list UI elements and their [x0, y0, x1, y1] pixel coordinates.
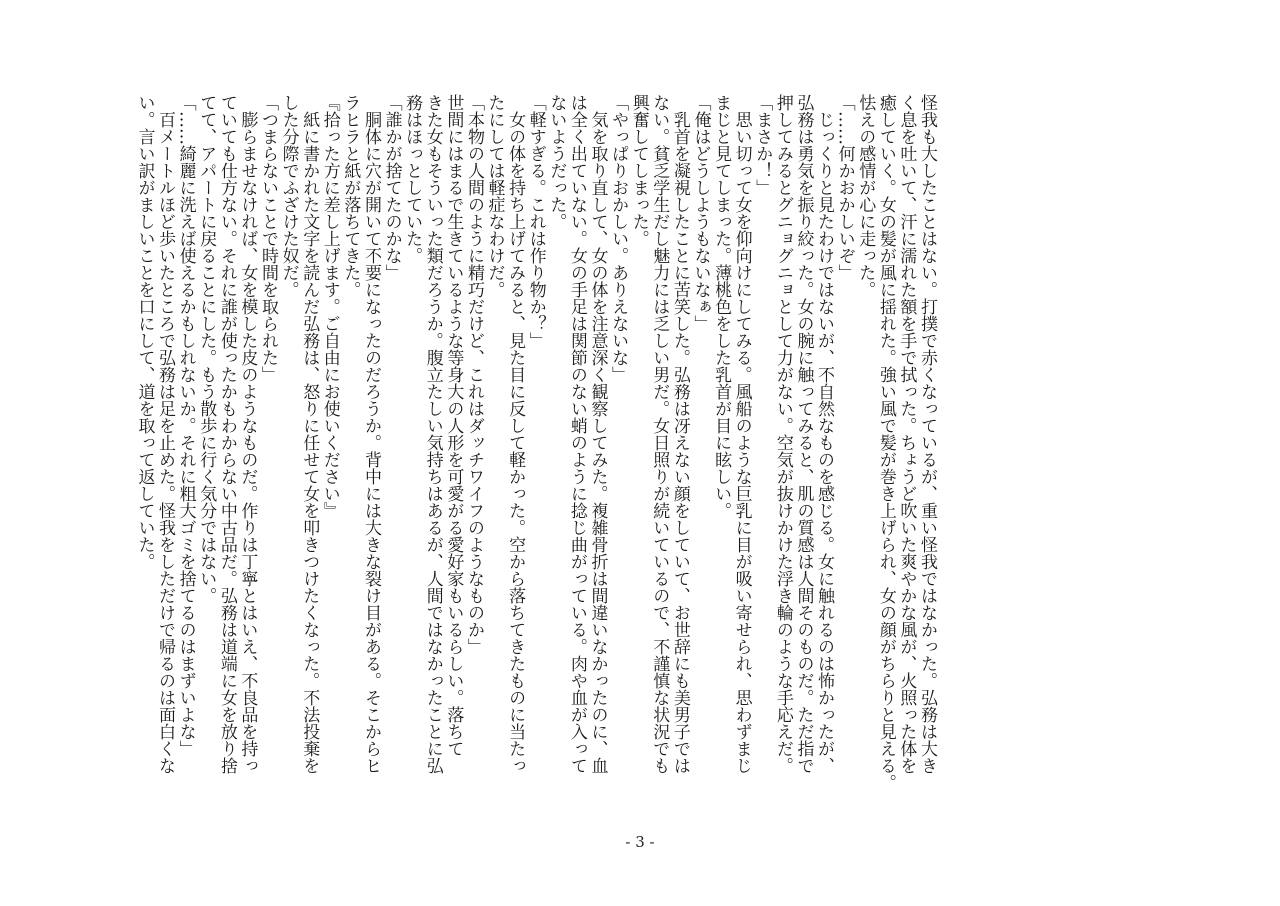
text-column: 「やっぱりおかしい。ありえないな」: [608, 94, 629, 383]
text-column: 思い切って女を仰向けにしてみる。風船のような巨乳に目が吸い寄せられ、思わずまじ: [731, 94, 752, 774]
text-column: 怯えの感情が心に走った。: [855, 94, 876, 298]
text-column: 「誰かが捨てたのかな」: [381, 94, 402, 281]
text-column: たにしては軽症なわけだ。: [484, 94, 505, 298]
text-column: ないようだった。: [546, 94, 567, 230]
text-column: ない。貧乏学生だし魅力には乏しい男だ。女日照りが続いているので、不謹慎な状況でも: [649, 94, 670, 774]
text-column: 乳首を凝視したことに苦笑した。弘務は冴えない顔をしていて、お世辞にも美男子では: [669, 94, 690, 774]
text-column: 女の体を持ち上げてみると、見た目に反して軽かった。空から落ちてきたものに当たっ: [505, 94, 526, 774]
text-column: 気を取り直して、女の体を注意深く観察してみた。複雑骨折は間違いなかったのに、血: [587, 94, 608, 774]
text-column: 膨らませなければ、女を模した皮のようなものだ。作りは丁寧とはいえ、不良品を持っ: [237, 94, 258, 774]
text-column: 「まさか！」: [752, 94, 773, 196]
text-column: 「本物の人間のように精巧だけど、これはダッチワイフのようなものか」: [463, 94, 484, 655]
text-column: い。言い訳がましいことを口にして、道を取って返していた。: [134, 94, 155, 570]
text-column: 興奮してしまった。: [628, 94, 649, 247]
text-column: は全く出ていない。女の手足は関節のない蛸のように捻じ曲がっている。肉や血が入って: [566, 94, 587, 774]
text-column: 押してみるとグニョグニョとして力がない。空気が抜けかけた浮き輪のような手応えだ。: [772, 94, 793, 774]
text-column: く息を吐いて、汗に濡れた額を手で拭った。ちょうど吹いた爽やかな風が、火照った体を: [896, 94, 917, 774]
text-column: 「……綺麗に洗えば使えるかもしれないか。それに粗大ゴミを捨てるのはまずいよな」: [175, 94, 196, 757]
text-column: 「つまらないことで時間を取られた」: [258, 94, 278, 383]
text-column: 務はほっとしていた。: [402, 94, 423, 264]
text-column: 世間にはまるで生きているような等身大の人形を可愛がる愛好家もいるらしい。落ちて: [443, 94, 464, 757]
vertical-text-body: [134, 94, 937, 804]
text-column: した分際でふざけた奴だ。: [278, 94, 299, 298]
text-column: 癒していく。女の髪が風に揺れた。強い風で髪が巻き上げられ、女の顔がちらりと見える。: [875, 94, 896, 791]
text-column: てて、アパートに戻ることにした。もう散歩に行く気分ではない。: [196, 94, 217, 604]
text-column: 『拾った方に差し上げます。ご自由にお使いください』: [319, 94, 340, 519]
text-column: 「軽すぎる。これは作り物か？」: [525, 94, 546, 349]
text-column: じっくりと見たわけではないが、不自然なものを感じる。女に触れるのは怖かったが、: [814, 94, 835, 774]
text-column: ていても仕方ない。それに誰が使ったかもわからない中古品だ。弘務は道端に女を放り捨: [216, 94, 237, 774]
text-column: ラヒラと紙が落ちてきた。: [340, 94, 361, 298]
text-column: 「……何かおかしいぞ」: [834, 94, 855, 281]
text-column: 「俺はどうしようもないなぁ」: [690, 94, 711, 332]
text-column: 怪我も大したことはない。打撲で赤くなっているが、重い怪我ではなかった。弘務は大き: [917, 94, 937, 774]
text-column: 百メートルほど歩いたところで弘務は足を止めた。怪我をしただけで帰るのは面白くな: [155, 94, 176, 774]
text-column: 弘務は勇気を振り絞った。女の腕に触ってみると、肌の質感は人間そのものだ。ただ指で: [793, 94, 814, 774]
text-column: 紙に書かれた文字を読んだ弘務は、怒りに任せて女を叩きつけたくなった。不法投棄を: [299, 94, 320, 774]
text-column: 胴体に穴が開いて不要になったのだろうか。背中には大きな裂け目がある。そこからヒ: [360, 94, 381, 774]
text-column: きた女もそういった類だろうか。腹立たしい気持ちはあるが、人間ではなかったことに弘: [422, 94, 443, 774]
text-column: まじと見てしまった。薄桃色をした乳首が目に眩しい。: [711, 94, 732, 519]
page-number: - 3 -: [625, 833, 655, 851]
